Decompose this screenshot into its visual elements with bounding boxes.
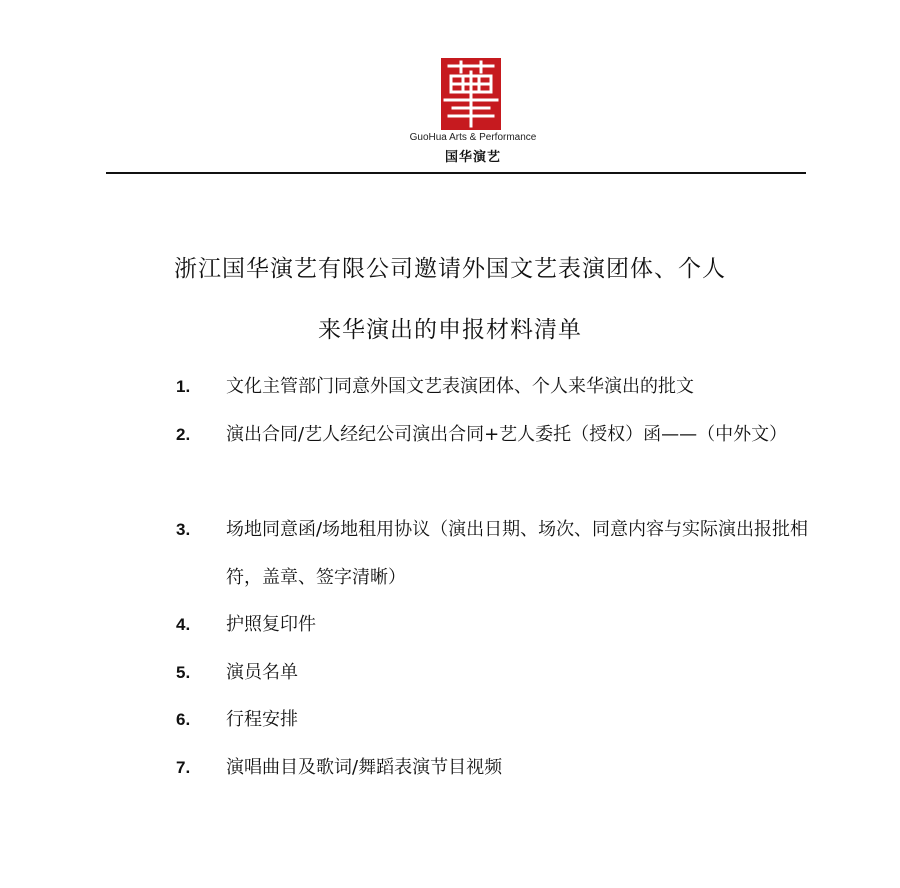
list-item-text: 护照复印件 xyxy=(226,614,316,635)
list-item-text: 行程安排 xyxy=(226,709,298,730)
list-item-number: 5. xyxy=(176,663,191,682)
list-item-text: 演唱曲目及歌词/舞蹈表演节目视频 xyxy=(226,757,503,778)
company-logo xyxy=(408,58,538,164)
list-item-text: 演员名单 xyxy=(226,662,298,683)
hua-emblem-graphic xyxy=(441,58,501,130)
list-item-text: 演出合同/艺人经纪公司演出合同+艺人委托（授权）函——（中外文） xyxy=(226,424,788,445)
list-item-number: 3. xyxy=(176,520,191,539)
hua-emblem xyxy=(441,58,501,130)
document-title-line-2: 来华演出的申报材料清单 xyxy=(318,317,582,343)
document-title-line-1: 浙江国华演艺有限公司邀请外国文艺表演团体、个人 xyxy=(174,256,726,282)
list-item-number: 1. xyxy=(176,377,191,396)
logo-chinese-name: 国华演艺 xyxy=(444,150,501,165)
list-item-number: 2. xyxy=(176,425,191,444)
list-item-number: 4. xyxy=(176,615,191,634)
list-item-number: 6. xyxy=(176,710,191,729)
list-item-text: 场地同意函/场地租用协议（演出日期、场次、同意内容与实际演出报批相符，盖章、签字清晰） xyxy=(226,519,809,588)
header-divider xyxy=(106,172,806,174)
logo-english-name: GuoHua Arts & Performance xyxy=(409,132,537,143)
list-item-text: 文化主管部门同意外国文艺表演团体、个人来华演出的批文 xyxy=(226,376,694,397)
list-item-number: 7. xyxy=(176,758,191,777)
